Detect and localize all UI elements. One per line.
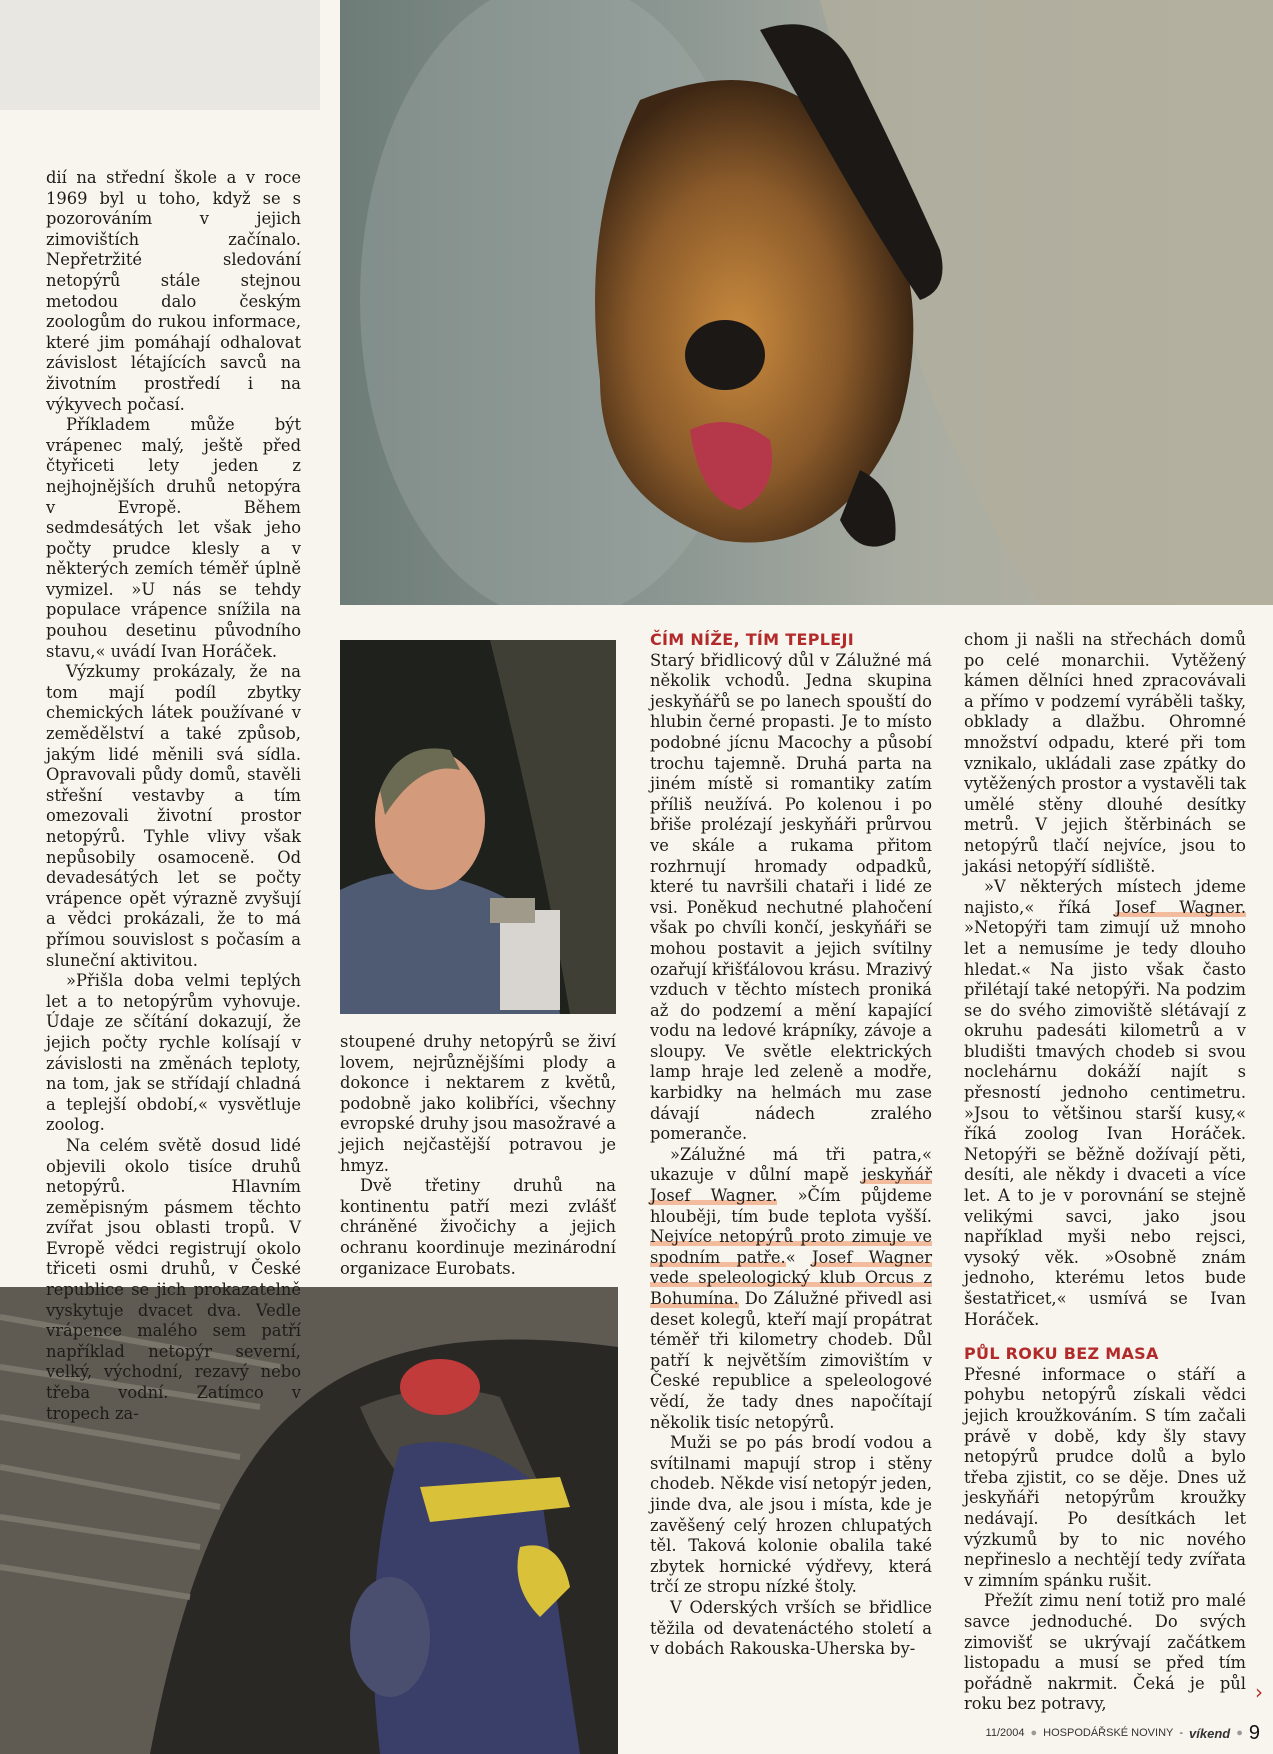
- section-heading: PŮL ROKU BEZ MASA: [964, 1344, 1159, 1364]
- paragraph: Starý břidlicový důl v Zálužné má několik vchodů. Jedna skupina jeskyňářů se po lanech spouští do hlubin černé propasti. Je to místo podobné jícnu Macochy a působí trochu tajemně. Druhá parta na jiném místě si romantiky zatím příliš neužívá. Po kolenou i po břiše prolézají jeskyňáři průrvou ve skále a rukama přitom rozhrnují hromady odpadků, které tu navršili chataři i lidé ze vsi. Poněkud nechutné plahočení však po chvíli končí, jeskyňáři se mohou postavit a jejich svítilny ozařují křišťálovou krásu. Mrazivý vzduch v těchto místech proniká až do podzemí a mění kapající vodu na ledové krápníky, závoje a sloupy. Ve světle elektrických lamp hraje led zeleně a modře, karbidky na helmách mu zase dávají nádech zralého pomeranče.: [650, 650, 932, 1144]
- article-column-1: [46, 168, 301, 1424]
- paragraph: Přesné informace o stáří a pohybu netopýrů získali vědci jejich kroužkováním. S tím začali právě v době, kdy šly stavy netopýrů prudce dolů a bylo třeba zjistit, co se děje. Dnes už jeskyňáři netopýrům kroužky nedávají. Po desítkách let výzkumů by to nic nového nepřineslo a nechtějí tedy zvířata v zimním spánku rušit.: [964, 1364, 1246, 1590]
- page-footer: [930, 1722, 1260, 1744]
- section-name: víkend: [1189, 1725, 1231, 1741]
- paragraph: Přežít zimu není totiž pro malé savce jednoduché. Do svých zimovišť se ukrývají začátkem listopadu a musí se před tím pořádně nakrmit. Čeká je půl roku bez potravy,: [964, 1591, 1246, 1714]
- highlighted-text: jeskyňář Josef Wagner.: [650, 1165, 932, 1206]
- paragraph: Výzkumy prokázaly, že na tom mají podíl zbytky chemických látek používané v zemědělství a také způsob, jakým lidé měnili svá sídla. Opravovali půdy domů, stavěli střešní vestavby a tím omezovali životní prostor netopýrů. Tyhle vlivy však nepůsobily osamoceně. Od devadesátých let se počty vrápence opět výrazně zvyšují a vědci prokázali, že to má přímou souvislost s počasím a sluneční aktivitou.: [46, 662, 301, 970]
- continue-arrow-icon: ›: [1255, 1680, 1263, 1704]
- highlighted-text: Josef Wagner.: [1114, 897, 1246, 917]
- paragraph: V Oderských vrších se břidlice těžila od devatenáctého století a v dobách Rakouska-Uherska by-: [650, 1597, 932, 1659]
- caver-looking-up-photo: [340, 640, 616, 1014]
- paragraph: »V některých místech jdeme najisto,« říká Josef Wagner. »Netopýři tam zimují už mnoho let a nemusíme je tedy dlouho hledat.« Na jisto však často přilétají také netopýři. Na podzim se do svého zimoviště slétávají z okruhu padesáti kilometrů a v bludišti tmavých chodeb si svou noclehárnu dokáží najít s přesností jednoho centimetru. »Jsou to většinou starší kusy,« říká zoolog Ivan Horáček. Netopýři se běžně dožívají pěti, desíti, ale někdy i dvaceti a více let. A to je v porovnání se stejně velikými savci, jako jsou například myši nebo rejsci, vysoký věk. »Osobně znám jednoho, kterému letos bude šestatřicet,« usmívá se Ivan Horáček.: [964, 877, 1246, 1329]
- publication-name: HOSPODÁŘSKÉ NOVINY: [1043, 1727, 1174, 1739]
- paragraph: Muži se po pás brodí vodou a svítilnami mapují strop i stěny chodeb. Někde visí netopýr jeden, jinde dva, ale jsou i místa, kde je zavěšený celý hrozen chlupatých těl. Taková kolonie obalila také zbytek hornické výdřevy, která trčí ze stropu nízké štoly.: [650, 1433, 932, 1597]
- paragraph: chom ji našli na střechách domů po celé monarchii. Vytěžený kámen dělníci hned zpracovávali a přímo v podzemí vyráběli tašky, obklady a dlažbu. Ohromné množství odpadu, které při tom vznikalo, ukládali zase zpátky do vytěžených prostor a vystavěli tak umělé stěny dlouhé desítky metrů. V jejich štěrbinách se netopýrů tlačí nejvíce, jsou to jakási netopýří sídliště.: [964, 630, 1246, 876]
- highlighted-text: Nejvíce netopýrů proto zimuje ve spodním patře.: [650, 1227, 932, 1267]
- paragraph: Na celém světě dosud lidé objevili okolo tisíce druhů netopýrů. Hlavním zeměpisným pásmem těchto zvířat jsou oblasti tropů. V Evropě vědci registrují okolo třiceti osmi druhů, v České republice se jich prokazatelně vyskytuje dvacet dva. Vedle vrápence malého sem patří například netopýr severní, velký, východní, rezavý nebo třeba vodní. Zatímco v tropech za-: [46, 1135, 301, 1423]
- top-blank-area: [0, 0, 320, 110]
- footer-separator: ●: [1030, 1727, 1038, 1739]
- highlighted-text: Josef Wagner vede speleologický klub Orcus z Bohumína.: [650, 1247, 933, 1308]
- section-heading: ČÍM NÍŽE, TÍM TEPLEJI: [650, 630, 854, 649]
- footer-separator: ●: [1236, 1727, 1243, 1739]
- paragraph: Příkladem může být vrápenec malý, ještě před čtyřiceti lety jeden z nejhojnějších druhů netopýra v Evropě. Během sedmdesátých let však jeho počty prudce klesly a v některých zemích téměř úplně vymizel. »U nás se tehdy populace vrápence snížila na pouhou desetinu původního stavu,« uvádí Ivan Horáček.: [46, 415, 301, 661]
- footer-separator: -: [1179, 1727, 1184, 1739]
- article-column-2: [340, 1032, 616, 1279]
- paragraph: Dvě třetiny druhů na kontinentu patří mezi zvlášť chráněné živočichy a jejich ochranu koordinuje mezinárodní organizace Eurobats.: [340, 1176, 616, 1278]
- article-column-4: [964, 630, 1246, 1715]
- article-column-3: [650, 630, 932, 1660]
- paragraph: dií na střední škole a v roce 1969 byl u toho, když se s pozorováním v jejich zimovištích začínalo. Nepřetržité sledování netopýrů stále stejnou metodou dalo českým zoologům do rukou informace, které jim pomáhají odhalovat závislost létajících savců na životním prostředí i na výkyvech počasí.: [46, 168, 301, 414]
- bat-photo: [340, 0, 1273, 605]
- paragraph: »Přišla doba velmi teplých let a to netopýrům vyhovuje. Údaje ze sčítání dokazují, že jejich počty rychle kolísají v závislosti na změnách teploty, na tom, jak se střídají chladná a teplejší období,« vysvětluje zoolog.: [46, 971, 301, 1135]
- paragraph: »Zálužné má tři patra,« ukazuje v důlní mapě jeskyňář Josef Wagner. »Čím půjdeme hlouběji, tím bude teplota vyšší. Nejvíce netopýrů proto zimuje ve spodním patře.« Josef Wagner vede speleologický klub Orcus z Bohumína. Do Zálužné přivedl asi deset kolegů, kteří mají propátrat téměř tři kilometry chodeb. Důl patří k největším zimovištím v České republice a speleologové vědí, že tady dnes napočítají několik tisíc netopýrů.: [650, 1144, 933, 1432]
- paragraph: stoupené druhy netopýrů se živí lovem, nejrůznějšími plody a dokonce i nektarem z květů, podobně jako kolibříci, všechny evropské druhy jsou masožravé a jejich nejčastější potravou je hmyz.: [340, 1032, 616, 1175]
- issue-number: 11/2004: [985, 1727, 1025, 1739]
- page-number: 9: [1248, 1721, 1260, 1744]
